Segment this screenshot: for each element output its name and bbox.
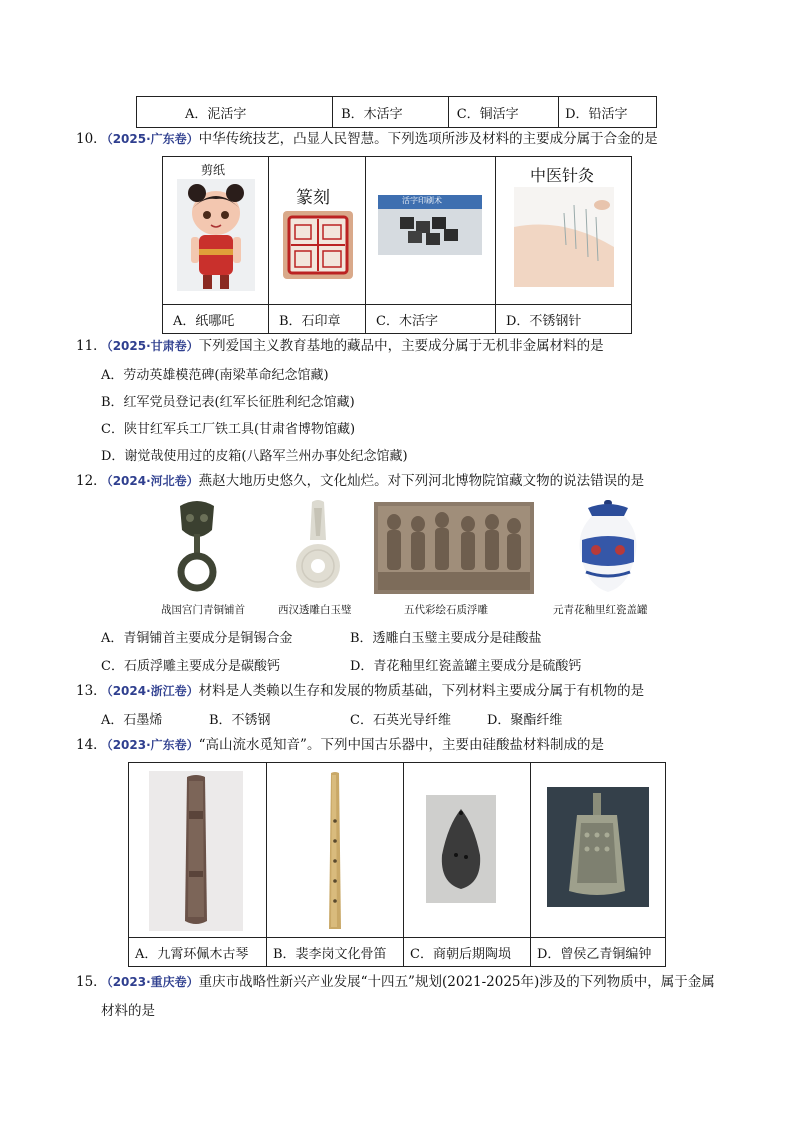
q11-option-c: C．陕甘红军兵工厂铁工具(甘肃省博物馆藏) xyxy=(101,422,356,437)
q10-number: 10． xyxy=(76,131,107,147)
q9-option-a: A．泥活字 xyxy=(137,97,333,128)
q12-option-b: B．透雕白玉璧主要成分是硅酸盐 xyxy=(350,631,542,646)
q11-number: 11． xyxy=(76,338,107,354)
q10-cell-d xyxy=(496,157,632,305)
question-13 xyxy=(76,681,644,701)
q13-source: （2024·浙江卷） xyxy=(106,684,199,698)
q15-stem: 重庆市战略性新兴产业发展“十四五”规划(2021-2025年)涉及的下列物质中，属于金属 xyxy=(198,974,715,990)
q11-source: （2025·甘肃卷） xyxy=(106,339,199,353)
q14-option-d: D．曾侯乙青铜编钟 xyxy=(531,938,666,967)
bronze-door-knocker-image xyxy=(176,500,218,592)
q10-source: （2025·广东卷） xyxy=(106,132,199,146)
q9-option-d: D．铅活字 xyxy=(559,97,657,128)
question-11 xyxy=(76,336,604,356)
q12-caption-3: 五代彩绘石质浮雕 xyxy=(404,604,488,616)
q10-option-b: B．石印章 xyxy=(269,305,366,334)
stone-relief-image xyxy=(374,502,534,594)
q15-number: 15． xyxy=(76,974,107,990)
bronze-bell-image xyxy=(547,787,649,907)
q13-number: 13． xyxy=(76,683,107,699)
q11-stem: 下列爱国主义教育基地的藏品中，主要成分属于无机非金属材料的是 xyxy=(198,338,604,354)
nezha-paper-figure-image xyxy=(177,179,255,291)
q10-option-a: A．纸哪吒 xyxy=(163,305,269,334)
question-15 xyxy=(76,972,715,992)
pottery-xun-image xyxy=(426,795,496,903)
q9-option-b: B．木活字 xyxy=(333,97,449,128)
bone-flute-image xyxy=(317,771,353,931)
q14-option-c: C．商朝后期陶埙 xyxy=(404,938,531,967)
q9-option-c: C．铜活字 xyxy=(448,97,558,128)
acupuncture-needles-image xyxy=(514,187,614,287)
question-10 xyxy=(76,129,658,149)
question-12 xyxy=(76,471,644,491)
q12-option-c: C．石质浮雕主要成分是碳酸钙 xyxy=(101,659,280,674)
q14-number: 14． xyxy=(76,737,107,753)
q14-image-table xyxy=(128,762,666,967)
q10-stem: 中华传统技艺，凸显人民智慧。下列选项所涉及材料的主要成分属于合金的是 xyxy=(198,131,658,147)
q13-option-a: A．石墨烯 xyxy=(101,713,163,728)
q13-option-d: D．聚酯纤维 xyxy=(487,713,563,728)
q12-caption-2: 西汉透雕白玉璧 xyxy=(278,604,352,616)
q13-option-b: B．不锈钢 xyxy=(209,713,271,728)
q14-cell-b xyxy=(267,763,404,938)
stone-seal-image xyxy=(283,211,353,279)
q13-option-c: C．石英光导纤维 xyxy=(350,713,451,728)
q14-option-b: B．裴李岗文化骨笛 xyxy=(267,938,404,967)
blue-white-porcelain-jar-image xyxy=(574,500,642,594)
q10-cell-c xyxy=(366,157,496,305)
q13-stem: 材料是人类赖以生存和发展的物质基础，下列材料主要成分属于有机物的是 xyxy=(198,683,645,699)
q12-source: （2024·河北卷） xyxy=(106,474,199,488)
q11-option-b: B．红军党员登记表(红军长征胜利纪念馆藏) xyxy=(101,395,355,410)
q15-stem-continued: 材料的是 xyxy=(101,1003,155,1019)
q10-img-label-b: 篆刻 xyxy=(296,188,330,208)
q12-number: 12． xyxy=(76,473,107,489)
q14-option-a: A．九霄环佩木古琴 xyxy=(129,938,267,967)
q10-cell-b xyxy=(269,157,366,305)
q12-option-a: A．青铜铺首主要成分是铜锡合金 xyxy=(101,631,293,646)
q15-source: （2023·重庆卷） xyxy=(106,975,199,989)
q11-option-d: D．谢觉哉使用过的皮箱(八路军兰州办事处纪念馆藏) xyxy=(101,449,408,464)
q10-img-label-d: 中医针灸 xyxy=(530,166,595,185)
q14-stem: “高山流水觅知音”。下列中国古乐器中，主要由硅酸盐材料制成的是 xyxy=(198,737,604,753)
q10-img-label-c: 活字印刷术 xyxy=(402,196,442,205)
q12-caption-4: 元青花釉里红瓷盖罐 xyxy=(553,604,648,616)
q9-options-table xyxy=(136,96,657,128)
q12-caption-1: 战国宫门青铜铺首 xyxy=(161,604,245,616)
q10-img-label-a: 剪纸 xyxy=(201,163,226,177)
q14-source: （2023·广东卷） xyxy=(106,738,199,752)
question-14 xyxy=(76,735,604,755)
q12-option-d: D．青花釉里红瓷盖罐主要成分是硫酸钙 xyxy=(350,659,582,674)
q10-option-c: C．木活字 xyxy=(366,305,496,334)
q14-cell-c xyxy=(404,763,531,938)
q10-option-d: D．不锈钢针 xyxy=(496,305,632,334)
q10-cell-a xyxy=(163,157,269,305)
jade-bi-disc-image xyxy=(296,500,340,596)
q11-option-a: A．劳动英雄模范碑(南梁革命纪念馆藏) xyxy=(101,368,329,383)
q14-cell-a xyxy=(129,763,267,938)
q14-cell-d xyxy=(531,763,666,938)
q10-image-table xyxy=(162,156,632,334)
q12-stem: 燕赵大地历史悠久，文化灿烂。对下列河北博物院馆藏文物的说法错误的是 xyxy=(198,473,645,489)
guqin-image xyxy=(149,771,243,931)
